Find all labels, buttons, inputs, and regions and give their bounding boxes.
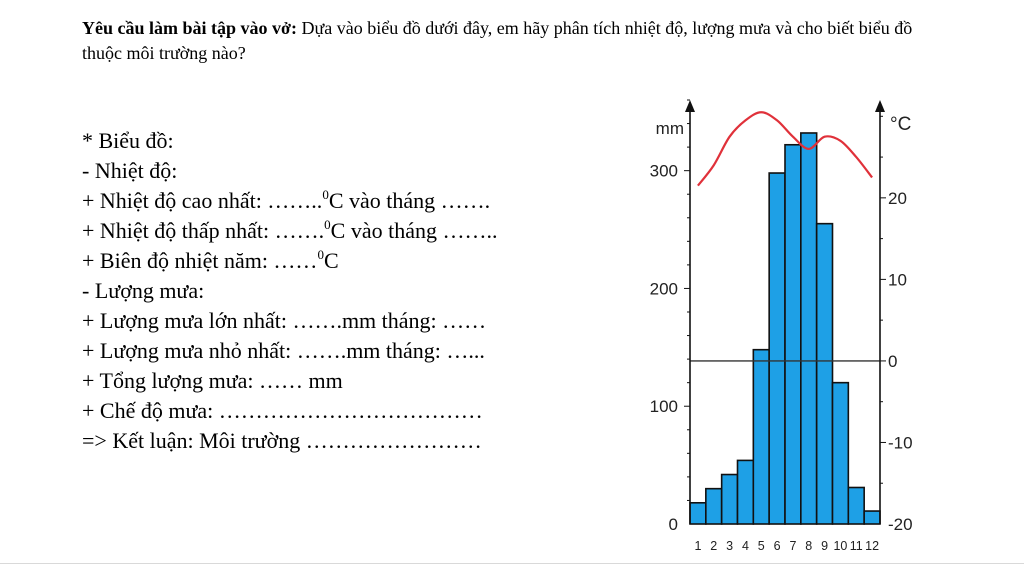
month-label: 11 [849, 539, 863, 553]
month-label: 10 [833, 539, 848, 553]
rainfall-min-line: + Lượng mưa nhỏ nhất: …….mm tháng: …... [82, 338, 485, 363]
bottom-divider [0, 563, 1024, 564]
right-axis-arrow-icon [875, 100, 885, 112]
worksheet [82, 126, 602, 456]
month-label: 3 [726, 539, 734, 553]
degree-mark: 0 [317, 247, 324, 262]
rainfall-bar-month-3 [722, 475, 738, 524]
temperature-min-month: C vào tháng …….. [330, 218, 498, 243]
chart-heading: * Biểu đồ: [82, 128, 174, 153]
temperature-max-text: + Nhiệt độ cao nhất: …….. [82, 188, 323, 213]
degree-mark: 0 [322, 187, 329, 202]
rainfall-bar-month-1 [690, 503, 706, 524]
temperature-max-line [82, 186, 602, 216]
month-label: 5 [757, 539, 765, 553]
temperature-min-text: + Nhiệt độ thấp nhất: ……. [82, 218, 325, 243]
conclusion-line: => Kết luận: Môi trường …………………… [82, 428, 482, 453]
temperature-range-line [82, 246, 602, 276]
right-axis-label: °C [890, 114, 912, 135]
rainfall-regime-line: + Chế độ mưa: ……………………………… [82, 398, 483, 423]
left-axis-tick-label: 300 [649, 161, 678, 181]
degree-mark: 0 [324, 217, 331, 232]
month-label: 9 [821, 539, 829, 553]
rainfall-total-line: + Tổng lượng mưa: …… mm [82, 368, 343, 393]
left-axis-tick-label: 200 [649, 279, 678, 299]
rainfall-bar-month-7 [785, 145, 801, 524]
assignment-instruction [82, 16, 952, 66]
rainfall-bar-month-9 [817, 224, 833, 524]
right-axis-tick-label: -10 [888, 433, 913, 453]
right-axis-tick-label: 20 [888, 188, 907, 208]
left-axis-arrow-icon [685, 100, 695, 112]
month-label: 4 [741, 539, 749, 553]
month-label: 7 [789, 539, 797, 553]
temperature-range-text: + Biên độ nhiệt năm: …… [82, 248, 318, 273]
month-label: 8 [805, 539, 813, 553]
climate-chart [630, 90, 930, 560]
rainfall-bar-month-4 [738, 460, 754, 524]
rainfall-heading: - Lượng mưa: [82, 278, 205, 303]
temperature-max-month: C vào tháng ……. [328, 188, 491, 213]
temperature-range-unit: C [323, 248, 339, 273]
month-label: 1 [694, 539, 702, 553]
rainfall-bar-month-6 [769, 173, 785, 524]
left-axis-tick-label: 0 [668, 515, 678, 534]
left-axis-label: mm [655, 119, 684, 138]
right-axis-tick-label: -20 [888, 515, 913, 534]
month-label: 6 [773, 539, 781, 553]
rainfall-bar-month-5 [753, 350, 769, 524]
rainfall-bar-month-2 [706, 489, 722, 524]
month-label: 12 [865, 539, 880, 553]
instruction-label: Yêu cầu làm bài tập vào vở: [82, 18, 297, 38]
temperature-min-line [82, 216, 602, 246]
rainfall-max-line: + Lượng mưa lớn nhất: …….mm tháng: …… [82, 308, 487, 333]
instruction-text: Dựa vào biểu đồ dưới đây, em hãy phân tích nhiệt độ, lượng mưa và cho biết biểu đồ thuộc môi trường nào? [82, 18, 913, 63]
right-axis-tick-label: 10 [888, 270, 907, 290]
rainfall-bar-month-10 [833, 383, 849, 524]
month-label: 2 [710, 539, 718, 553]
left-axis-tick-label: 100 [649, 397, 678, 417]
rainfall-bar-month-8 [801, 133, 817, 524]
right-axis-tick-label: 0 [888, 351, 898, 371]
temperature-heading: - Nhiệt độ: [82, 158, 178, 183]
rainfall-bar-month-11 [848, 487, 864, 524]
rainfall-bar-month-12 [864, 511, 880, 524]
